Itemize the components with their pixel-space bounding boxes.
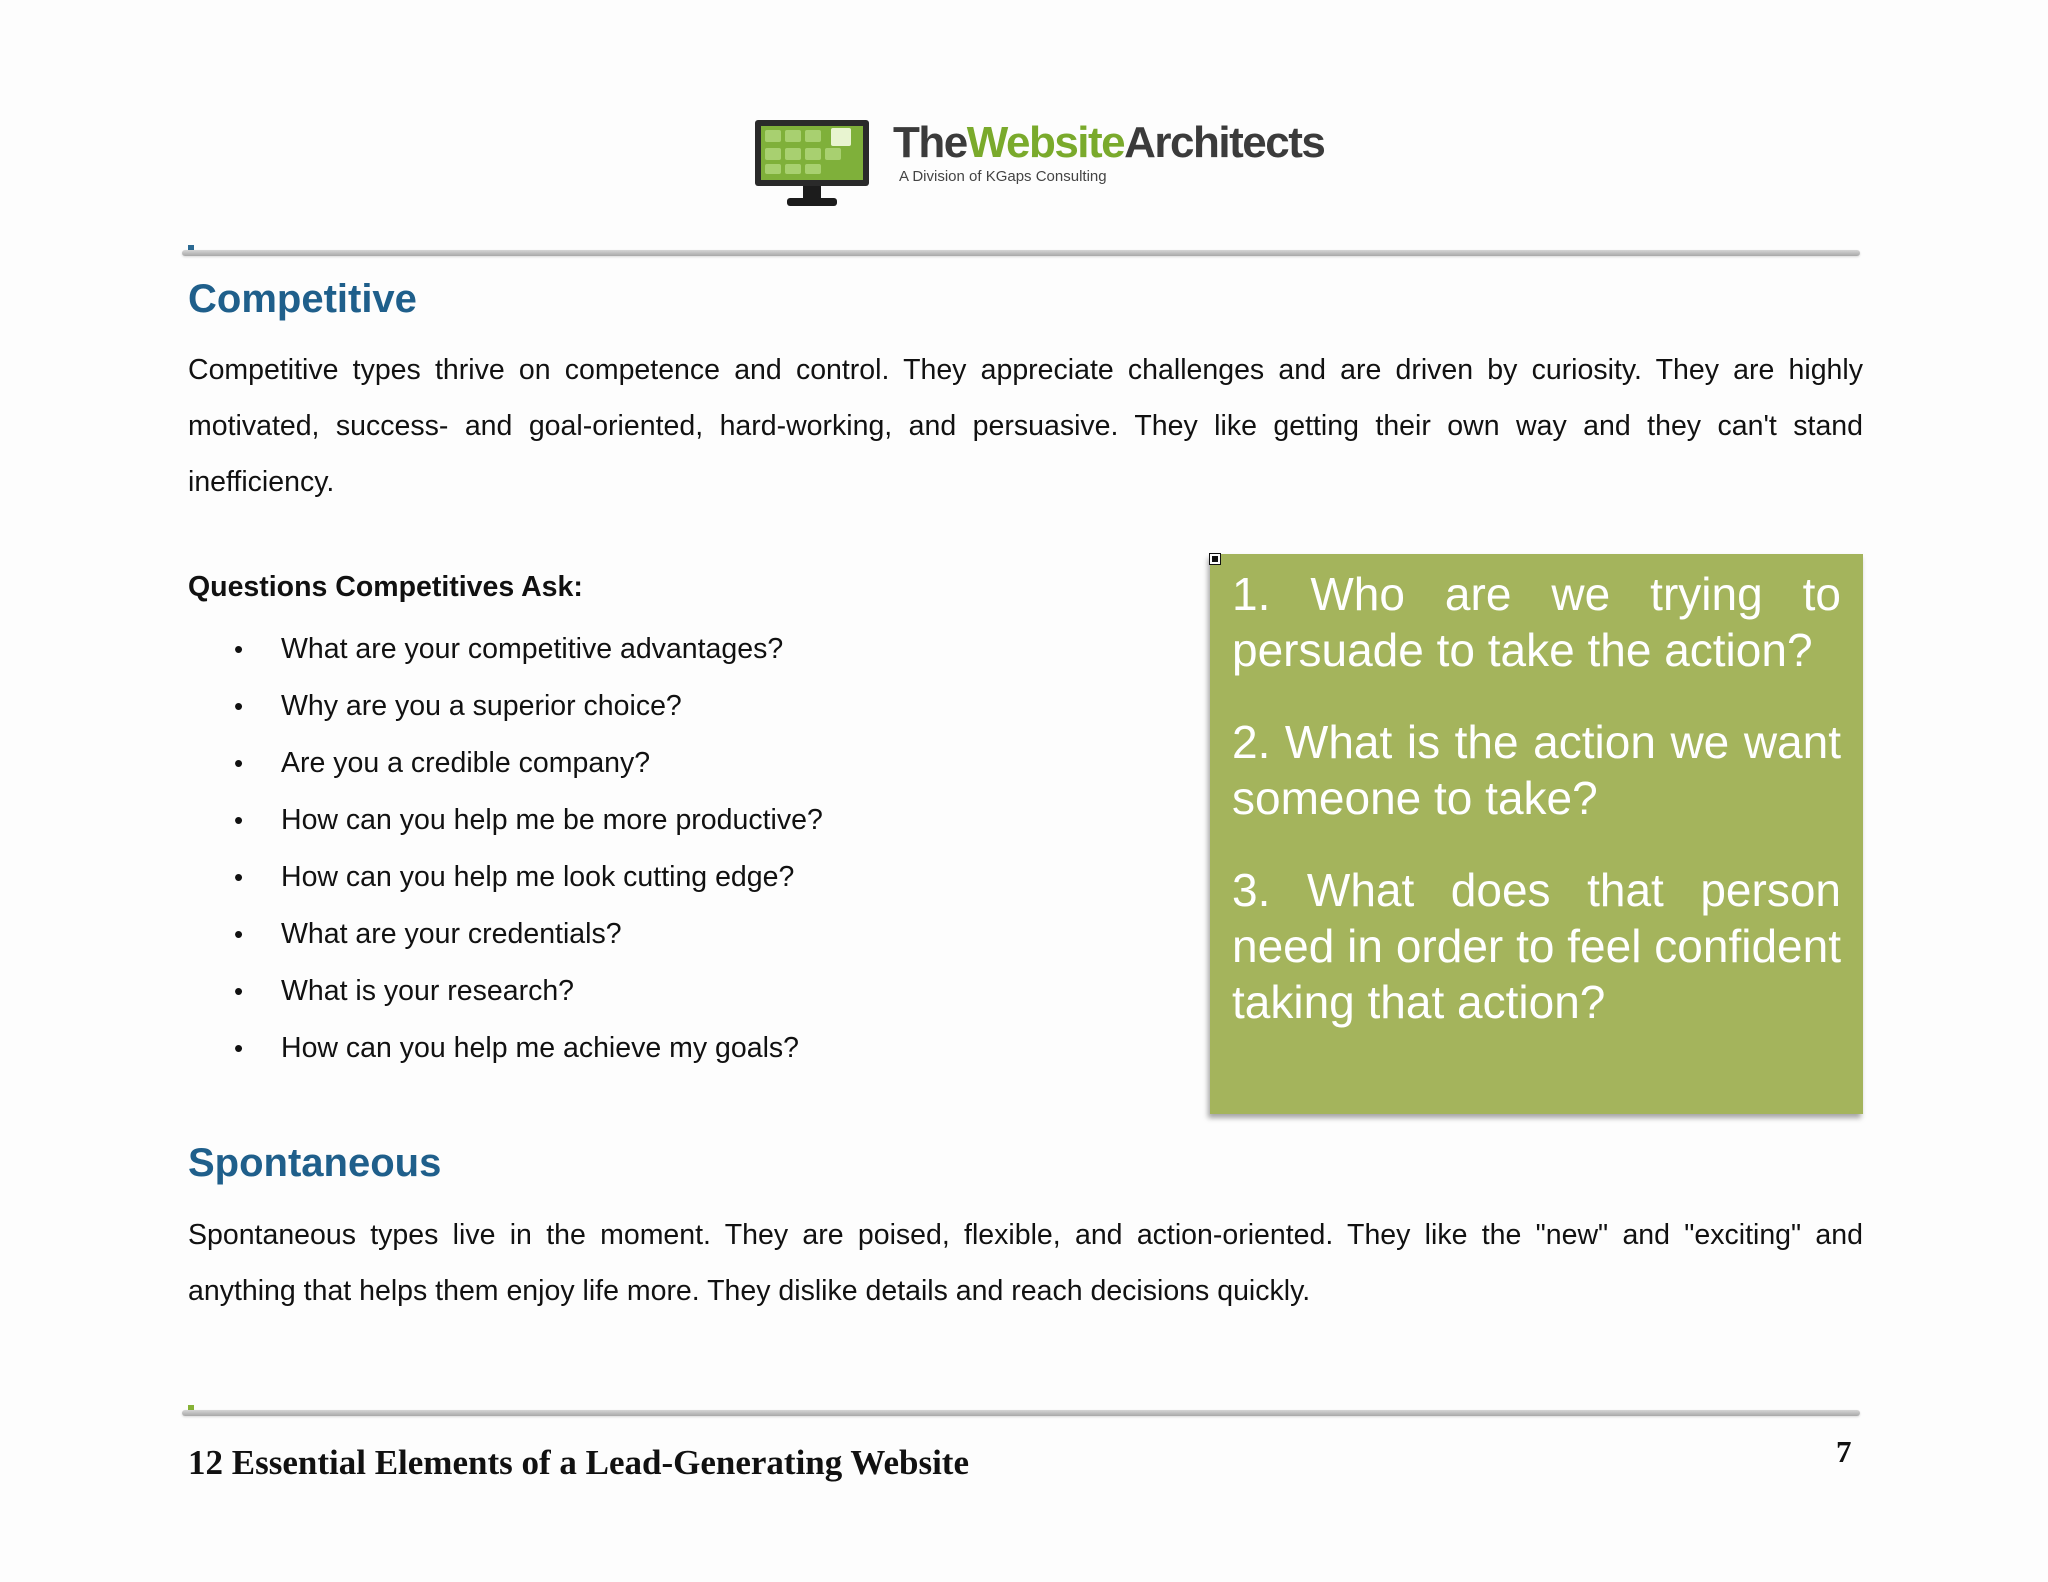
selection-handle[interactable]: [1210, 554, 1220, 564]
list-item: [188, 735, 823, 792]
question-text: What is your research?: [281, 975, 575, 1007]
footer-title: 12 Essential Elements of a Lead-Generating Website: [188, 1443, 969, 1482]
question-text: Are you a credible company?: [281, 747, 651, 779]
bullet-icon: •: [234, 976, 244, 1006]
callout-item: 3. What does that person need in order to feel confident taking that action?: [1232, 864, 1841, 1028]
competitive-paragraph: Competitive types thrive on competence and control. They appreciate challenges and are driven by curiosity. They are highly motivated, success- and goal-oriented, hard-working, and persuasive. They like getting their own way and they can't stand inefficiency.: [188, 354, 1863, 498]
question-text: How can you help me achieve my goals?: [281, 1032, 800, 1064]
page-number: 7: [1836, 1434, 1852, 1469]
list-item: [188, 849, 823, 906]
header-divider: [182, 250, 1860, 256]
bullet-icon: •: [234, 862, 244, 892]
bullet-icon: •: [234, 634, 244, 664]
question-text: What are your competitive advantages?: [281, 633, 784, 665]
brand-tagline: A Division of KGaps Consulting: [899, 168, 1107, 185]
monitor-logo-icon: [753, 118, 871, 208]
bullet-icon: •: [234, 805, 244, 835]
question-text: How can you help me look cutting edge?: [281, 861, 795, 893]
competitive-heading: Competitive: [188, 277, 417, 321]
questions-title: Questions Competitives Ask:: [188, 571, 583, 603]
question-text: What are your credentials?: [281, 918, 622, 950]
brand-the: The: [893, 118, 967, 167]
questions-list: [188, 621, 823, 1077]
question-text: How can you help me be more productive?: [281, 804, 823, 836]
company-logo: [753, 118, 1325, 208]
footer-divider: [182, 1410, 1860, 1416]
spontaneous-heading: Spontaneous: [188, 1141, 442, 1185]
question-text: Why are you a superior choice?: [281, 690, 682, 722]
bullet-icon: •: [234, 748, 244, 778]
brand-architects: Architects: [1124, 118, 1325, 167]
bullet-icon: •: [234, 919, 244, 949]
bullet-icon: •: [234, 1033, 244, 1063]
brand-website: Website: [966, 118, 1125, 167]
list-item: [188, 1020, 823, 1077]
callout-item: 2. What is the action we want someone to take?: [1232, 716, 1841, 824]
callout-item: 1. Who are we trying to persuade to take the action?: [1232, 568, 1841, 676]
spontaneous-paragraph: Spontaneous types live in the moment. They are poised, flexible, and action-oriented. They like the "new" and "exciting" and anything that helps them enjoy life more. They dislike details and reach decisions quickly.: [188, 1219, 1863, 1307]
list-item: [188, 906, 823, 963]
list-item: [188, 621, 823, 678]
list-item: [188, 963, 823, 1020]
callout-box[interactable]: [1210, 554, 1863, 1114]
list-item: [188, 678, 823, 735]
brand-name: [893, 118, 1324, 168]
bullet-icon: •: [234, 691, 244, 721]
list-item: [188, 792, 823, 849]
